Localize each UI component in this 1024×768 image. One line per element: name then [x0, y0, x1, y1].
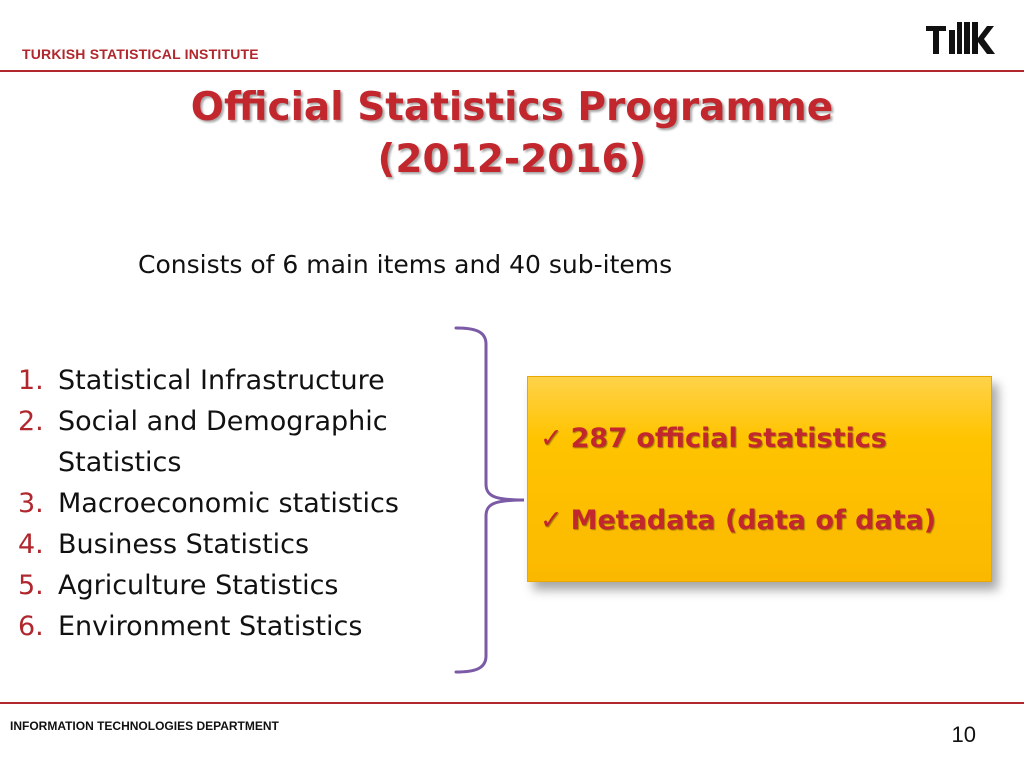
highlight-box — [527, 376, 992, 582]
list-item — [18, 565, 458, 606]
checkmark-icon: ✓ — [540, 423, 563, 454]
item-label: Statistical Infrastructure — [58, 365, 385, 396]
item-label: Social and Demographic Statistics — [58, 406, 388, 478]
page-number: 10 — [951, 722, 976, 747]
item-label: Macroeconomic statistics — [58, 488, 399, 519]
item-number: 1. — [18, 365, 44, 396]
item-label: Business Statistics — [58, 529, 310, 560]
list-item — [18, 606, 458, 647]
item-label: Agriculture Statistics — [58, 570, 339, 601]
list-item — [18, 401, 458, 483]
footer-divider — [0, 702, 1024, 704]
list-item — [18, 524, 458, 565]
checkmark-icon: ✓ — [540, 505, 563, 536]
footer-department: INFORMATION TECHNOLOGIES DEPARTMENT — [10, 719, 279, 733]
item-number: 4. — [18, 529, 44, 560]
item-number: 6. — [18, 611, 44, 642]
right-curly-brace — [452, 324, 528, 676]
slide-title — [0, 82, 1024, 186]
highlight-point — [540, 423, 887, 454]
list-item — [18, 360, 458, 401]
item-label: Environment Statistics — [58, 611, 363, 642]
header-divider — [0, 70, 1024, 72]
item-number: 3. — [18, 488, 44, 519]
list-item — [18, 483, 458, 524]
highlight-point — [540, 505, 936, 536]
slide-title-line-1: Official Statistics Programme — [190, 85, 834, 130]
item-number: 2. — [18, 406, 44, 437]
tuik-logo — [924, 16, 996, 56]
main-items-list — [18, 360, 458, 647]
item-number: 5. — [18, 570, 44, 601]
highlight-text: 287 official statistics — [570, 423, 887, 454]
slide-subtitle: Consists of 6 main items and 40 sub-items — [138, 250, 673, 279]
highlight-text: Metadata (data of data) — [570, 505, 937, 536]
organization-name: TURKISH STATISTICAL INSTITUTE — [22, 46, 259, 62]
slide-title-line-2: (2012-2016) — [377, 137, 647, 182]
